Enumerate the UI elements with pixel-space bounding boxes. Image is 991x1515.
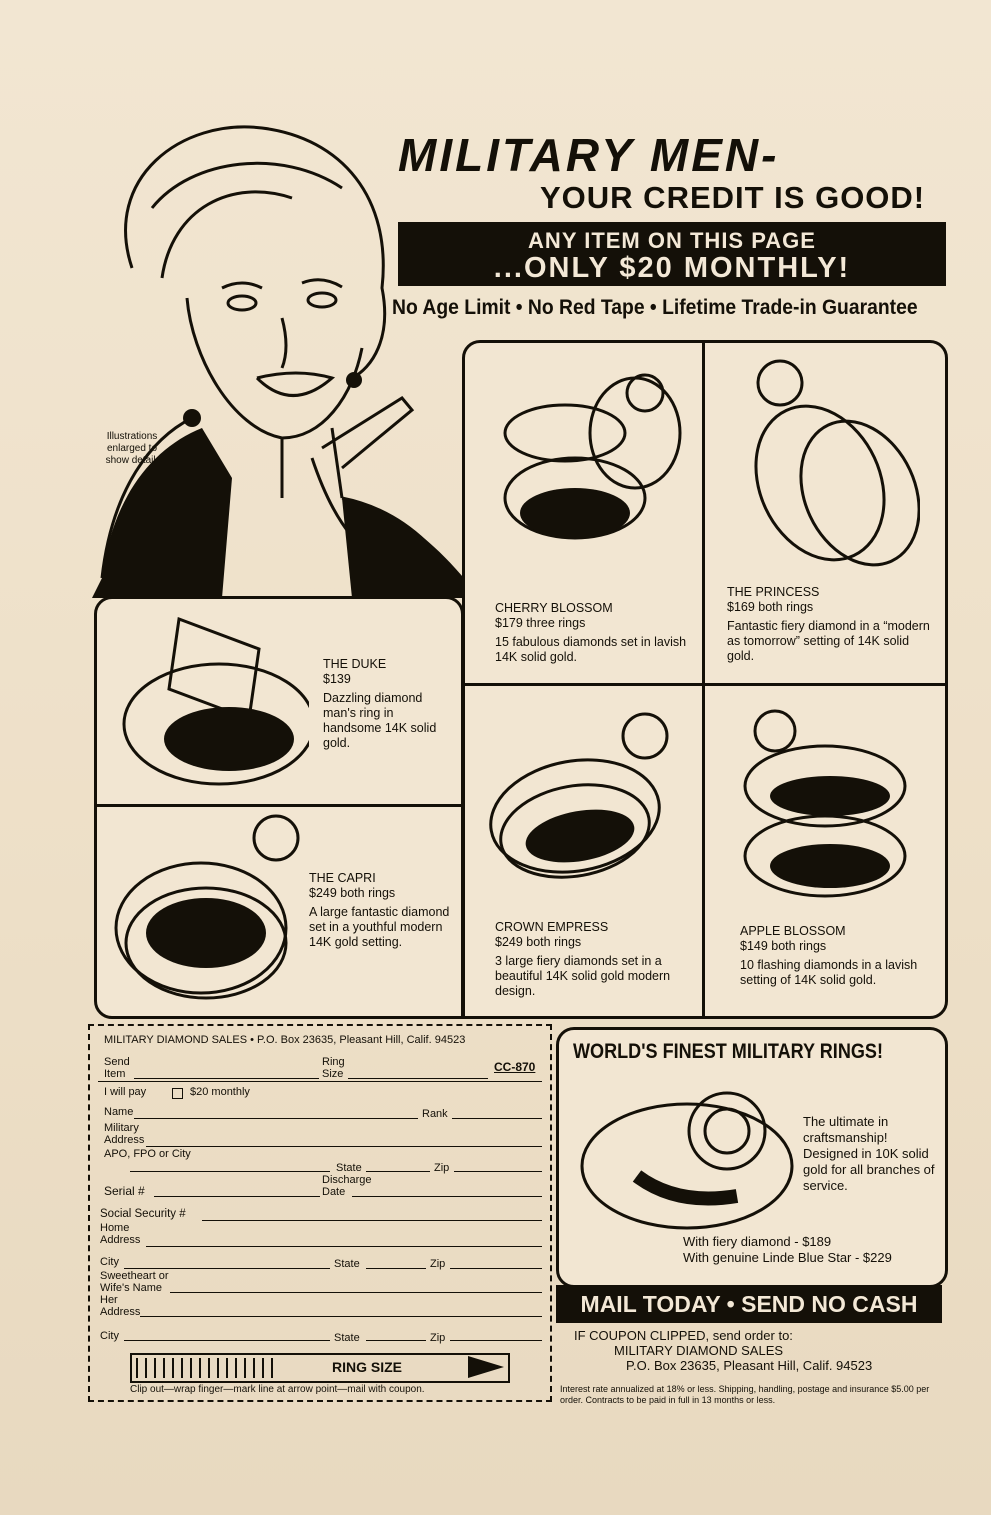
ring-size-strip[interactable] [130,1353,510,1383]
ring-price: $169 both rings [727,600,814,614]
ring-price: $139 [323,672,351,686]
ring-name: THE PRINCESS [727,585,820,599]
ring-icon [111,813,311,1008]
send-item-label: Send Item [104,1056,130,1080]
headline-subtitle: YOUR CREDIT IS GOOD! [540,180,926,215]
military-rings-desc: The ultimate in craftsmanship! Designed in 10K solid gold for all branches of service. [803,1114,935,1193]
military-price-diamond: With fiery diamond - $189 [683,1234,832,1249]
ring-name: CHERRY BLOSSOM [495,601,613,615]
apo-label: APO, FPO or City [104,1148,191,1160]
ring-desc: Fantastic fiery diamond in a “modern as tomorrow” setting of 14K solid gold. [727,619,930,663]
mail-today-text: MAIL TODAY • SEND NO CASH [580,1291,918,1317]
ring-box-capri [94,804,464,1019]
military-rings-title: WORLD'S FINEST MILITARY RINGS! [573,1040,883,1063]
ssn-label: Social Security # [100,1208,186,1220]
fine-print: Interest rate annualized at 18% or less. Shipping, handling, postage and insurance $5.00 per order. Contracts to be paid in full in 13 months or less. [560,1384,930,1405]
state-field[interactable] [366,1171,430,1172]
ring-size-field[interactable] [348,1078,488,1079]
ring-icon [485,353,695,553]
clipped-line2: MILITARY DIAMOND SALES [614,1343,784,1358]
woman-illustration [92,118,472,598]
discharge-field[interactable] [352,1196,542,1197]
ring-text [495,920,695,999]
ring-price: $249 both rings [495,935,582,949]
ring-desc: 3 large fiery diamonds set in a beautiful 14K solid gold modern design. [495,954,671,998]
state-field[interactable] [366,1268,426,1269]
ring-name: APPLE BLOSSOM [740,924,846,938]
serial-field[interactable] [154,1196,320,1197]
ring-box-cherry-blossom [462,340,708,686]
zip-label: Zip [434,1162,450,1174]
ring-size-title: RING SIZE [332,1359,403,1375]
arrow-right-icon [468,1356,504,1378]
home-address-field[interactable] [146,1246,542,1247]
price-banner-line1: ANY ITEM ON THIS PAGE [528,228,816,253]
ring-desc: 10 flashing diamonds in a lavish setting of 14K solid gold. [740,958,918,987]
sweetheart-field[interactable] [170,1292,542,1293]
headline-title: MILITARY MEN- [398,129,780,181]
zip-field[interactable] [454,1171,542,1172]
ring-icon [109,609,309,794]
ring-text [495,601,695,665]
ring-box-apple-blossom [702,683,948,1019]
her-address-label: Her Address [100,1294,141,1318]
military-address-label: Military Address [104,1122,145,1146]
name-field[interactable] [134,1118,418,1119]
state-field[interactable] [366,1340,426,1341]
her-address-field[interactable] [140,1316,542,1317]
military-price-linde: With genuine Linde Blue Star - $229 [683,1250,892,1265]
ring-icon [740,353,920,573]
ring-size-scale [136,1358,276,1378]
tagline: No Age Limit • No Red Tape • Lifetime Trade-in Guarantee [392,296,918,319]
ring-name: THE CAPRI [309,871,376,885]
ring-box-duke [94,596,464,807]
ring-name: CROWN EMPRESS [495,920,609,934]
ring-desc: A large fantastic diamond set in a youthful modern 14K gold setting. [309,905,450,949]
class-ring-icon [577,1076,797,1236]
mail-today-banner [556,1285,942,1323]
zip-field[interactable] [450,1268,542,1269]
ring-text [727,585,932,664]
clipped-line3: P.O. Box 23635, Pleasant Hill, Calif. 94523 [626,1358,873,1373]
ring-size-label: Ring Size [322,1056,345,1080]
monthly-checkbox[interactable] [172,1088,183,1099]
military-rings-box [556,1027,948,1288]
send-item-field[interactable] [134,1078,319,1079]
serial-label: Serial # [104,1184,145,1198]
state-label: State [334,1332,360,1344]
state-label: State [334,1258,360,1270]
price-banner-line2: ...ONLY $20 MONTHLY! [493,252,851,284]
coupon-header: MILITARY DIAMOND SALES • P.O. Box 23635, Pleasant Hill, Calif. 94523 [104,1034,466,1046]
clipped-line1: IF COUPON CLIPPED, send order to: [574,1328,793,1343]
ring-icon [485,706,685,896]
ring-text [323,657,453,751]
city-field[interactable] [124,1268,330,1269]
ring-box-crown-empress [462,683,708,1019]
will-pay-label: I will pay [104,1086,147,1098]
clip-note: Clip out—wrap finger—mark line at arrow point—mail with coupon. [130,1384,425,1395]
rank-label: Rank [422,1108,448,1120]
ring-desc: 15 fabulous diamonds set in lavish 14K solid gold. [495,635,687,664]
divider [98,1081,542,1082]
ring-price: $149 both rings [740,939,827,953]
ring-text [309,871,454,950]
zip-label: Zip [430,1258,446,1270]
clipped-instructions [574,1328,872,1373]
name-label: Name [104,1106,134,1118]
monthly-label: $20 monthly [190,1086,250,1098]
ssn-field[interactable] [202,1220,542,1221]
rank-field[interactable] [452,1118,542,1119]
ring-icon [735,706,925,906]
ring-price: $179 three rings [495,616,586,630]
ring-text [740,924,935,988]
state-label: State [336,1162,362,1174]
city-label: City [100,1256,119,1268]
ring-price: $249 both rings [309,886,396,900]
coupon-code: CC-870 [494,1060,536,1074]
order-coupon[interactable] [88,1024,552,1402]
zip-label: Zip [430,1332,446,1344]
home-address-label: Home Address [100,1222,141,1246]
ring-desc: Dazzling diamond man's ring in handsome 14K solid gold. [323,691,437,750]
military-address-field[interactable] [146,1146,542,1147]
apo-field[interactable] [130,1171,330,1172]
city-label: City [100,1330,119,1342]
ring-name: THE DUKE [323,657,387,671]
sweetheart-label: Sweetheart or Wife's Name [100,1270,169,1294]
ring-box-princess [702,340,948,686]
price-banner [398,222,946,286]
zip-field[interactable] [450,1340,542,1341]
city-field[interactable] [124,1340,330,1341]
illustration-note: Illustrations enlarged to show detail. [105,431,159,466]
discharge-label: Discharge Date [322,1174,372,1198]
